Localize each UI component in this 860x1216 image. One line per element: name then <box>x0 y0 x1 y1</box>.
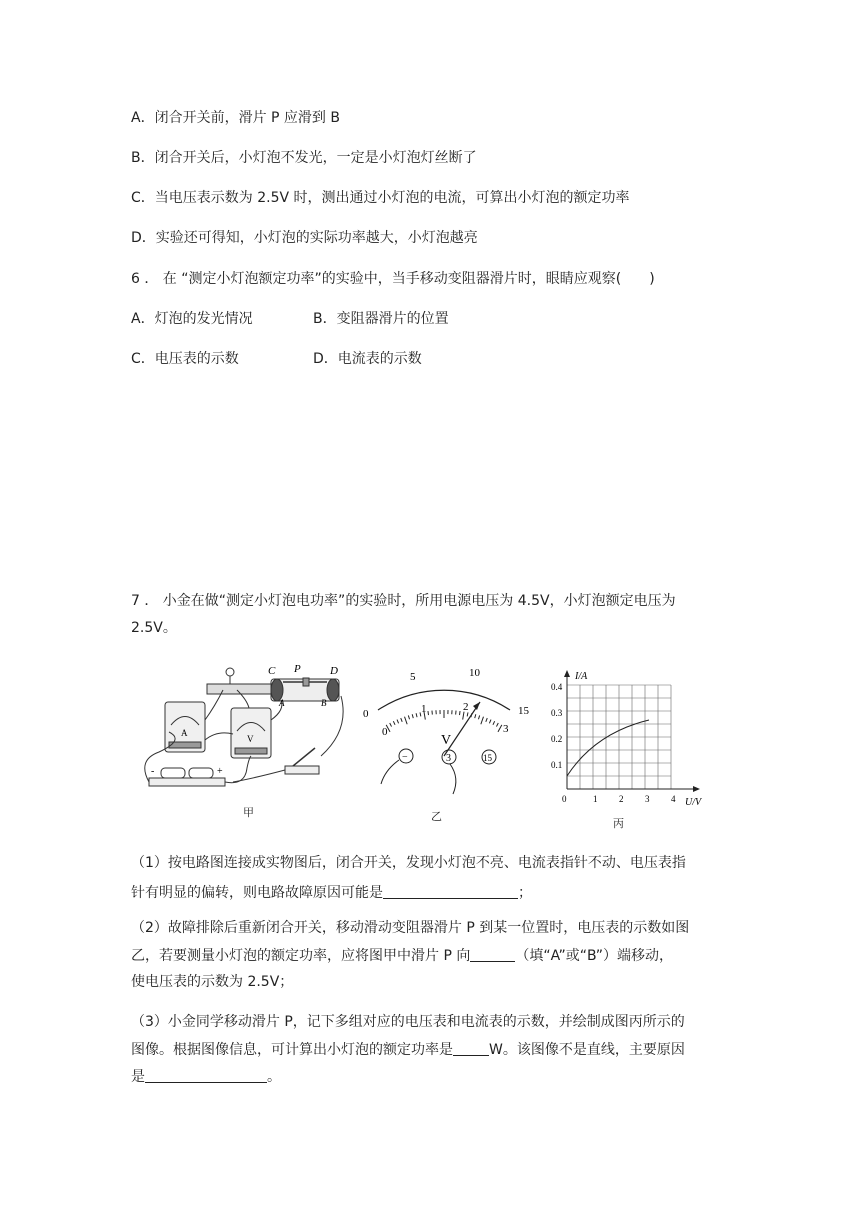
q7-sub3-line1: （3）小金同学移动滑片 P，记下多组对应的电压表和电流表的示数，并绘制成图丙所示的 <box>131 1014 685 1030</box>
circuit-label-b: B <box>321 698 327 708</box>
answer-blank-reason[interactable] <box>145 1066 267 1083</box>
voltmeter-dial-yi <box>355 660 535 800</box>
upper-tick-0: 0 <box>363 708 369 720</box>
battery-plus-label: + <box>217 766 223 777</box>
q6-option-a: A．灯泡的发光情况 <box>131 311 253 327</box>
answer-blank-direction[interactable] <box>470 945 515 962</box>
q6-option-c: C．电压表的示数 <box>131 351 239 367</box>
q7-sub3-line2 <box>131 1039 685 1060</box>
q5-option-a: A．闭合开关前，滑片 P 应滑到 B <box>131 110 340 126</box>
x-tick-1: 1 <box>593 794 598 804</box>
graph-ylabel: I/A <box>575 671 588 682</box>
x-tick-0: 0 <box>562 794 567 804</box>
q7-sub3-text: 图像。根据图像信息，可计算出小灯泡的额定功率是 <box>131 1042 453 1058</box>
x-tick-4: 4 <box>671 794 676 804</box>
answer-blank-power[interactable] <box>453 1039 489 1056</box>
lower-tick-0: 0 <box>382 726 388 738</box>
terminal-3: 3 <box>446 753 451 764</box>
q7-stem-line2: 2.5V。 <box>131 620 177 636</box>
battery-minus-label: - <box>151 766 155 777</box>
q7-sub3-mid: W。该图像不是直线，主要原因 <box>489 1042 685 1058</box>
meter-unit: V <box>441 733 452 748</box>
q7-sub3-text2: 是 <box>131 1069 145 1085</box>
q7-sub2-text: 乙，若要测量小灯泡的额定功率，应将图甲中滑片 P 向 <box>131 948 471 964</box>
caption-bing: 丙 <box>613 817 624 830</box>
lower-tick-3: 3 <box>503 723 509 735</box>
terminal-minus: − <box>402 752 408 763</box>
upper-tick-10: 10 <box>469 667 480 679</box>
q7-sub2-end: （填“A”或“B”）端移动， <box>515 948 674 964</box>
answer-blank-fault[interactable] <box>383 882 518 899</box>
circuit-figure-jia <box>135 660 350 800</box>
circuit-label-c: C <box>268 665 276 677</box>
caption-yi: 乙 <box>431 810 442 823</box>
q5-option-c: C．当电压表示数为 2.5V 时，测出通过小灯泡的电流，可算出小灯泡的额定功率 <box>131 190 630 206</box>
q7-sub3-end: 。 <box>267 1069 281 1085</box>
q6-stem: 6 ． 在 “测定小灯泡额定功率”的实验中，当手移动变阻器滑片时，眼睛应观察( ) <box>131 271 655 287</box>
q7-sub1-text: 针有明显的偏转，则电路故障原因可能是 <box>131 885 383 901</box>
voltmeter-label: V <box>247 734 254 744</box>
lower-tick-2: 2 <box>463 701 469 713</box>
y-tick-0.4: 0.4 <box>551 682 563 692</box>
circuit-label-a: A <box>279 698 285 708</box>
circuit-label-d: D <box>330 665 338 677</box>
upper-tick-15: 15 <box>518 705 529 717</box>
q7-sub1-end: ； <box>518 885 532 901</box>
q7-sub1-line2 <box>131 882 532 903</box>
circuit-label-p: P <box>294 663 301 675</box>
q6-option-b: B．变阻器滑片的位置 <box>313 311 449 327</box>
q5-option-d: D．实验还可得知，小灯泡的实际功率越大，小灯泡越亮 <box>131 230 478 246</box>
lower-tick-1: 1 <box>421 703 427 715</box>
q7-sub2-line2 <box>131 945 673 966</box>
x-tick-2: 2 <box>619 794 624 804</box>
ammeter-label: A <box>181 728 188 738</box>
q7-sub1-line1: （1）按电路图连接成实物图后，闭合开关，发现小灯泡不亮、电流表指针不动、电压表指 <box>131 855 686 871</box>
caption-jia: 甲 <box>243 806 254 819</box>
terminal-15: 15 <box>483 753 492 763</box>
graph-xlabel: U/V <box>685 797 702 808</box>
y-tick-0.2: 0.2 <box>551 734 563 744</box>
upper-tick-5: 5 <box>410 671 416 683</box>
q5-option-b: B．闭合开关后，小灯泡不发光，一定是小灯泡灯丝断了 <box>131 150 477 166</box>
x-tick-3: 3 <box>645 794 650 804</box>
q7-sub3-line3 <box>131 1066 281 1087</box>
q6-option-d: D．电流表的示数 <box>313 351 422 367</box>
iu-graph-bing <box>545 665 715 810</box>
q7-sub2-line1: （2）故障排除后重新闭合开关，移动滑动变阻器滑片 P 到某一位置时，电压表的示数如图 <box>131 920 690 936</box>
q7-stem-line1: 7 ． 小金在做“测定小灯泡电功率”的实验时，所用电源电压为 4.5V，小灯泡额定电压为 <box>131 593 676 609</box>
q7-sub2-line3: 使电压表的示数为 2.5V； <box>131 974 294 990</box>
y-tick-0.1: 0.1 <box>551 760 563 770</box>
y-tick-0.3: 0.3 <box>551 708 563 718</box>
